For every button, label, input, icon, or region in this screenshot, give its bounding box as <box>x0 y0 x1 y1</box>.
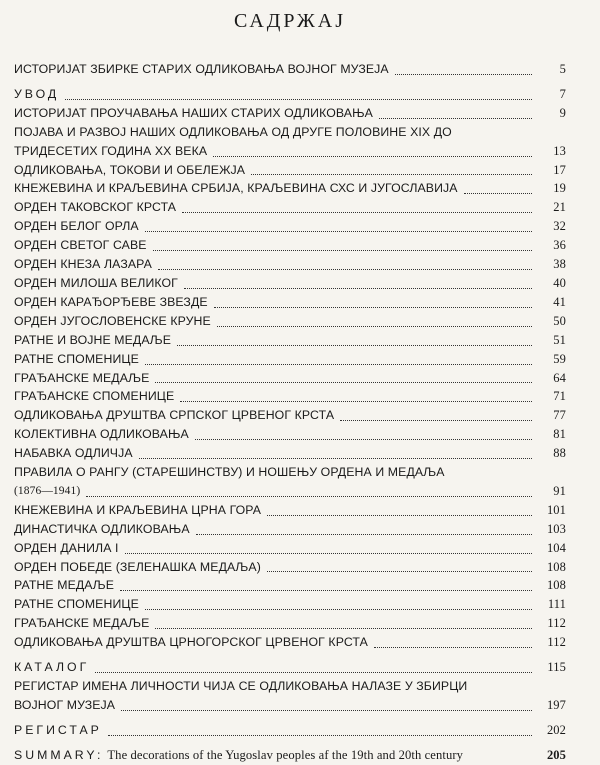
dot-leader <box>195 439 532 440</box>
toc-entry-summary <box>14 746 566 765</box>
toc-entry-title: ОРДЕН ЈУГОСЛОВЕНСКЕ КРУНЕ <box>14 313 211 328</box>
toc-entry <box>14 444 566 463</box>
dot-leader <box>153 250 532 251</box>
toc-entry-page: 17 <box>553 162 566 177</box>
table-of-contents <box>14 60 566 765</box>
toc-entry <box>14 60 566 79</box>
toc-entry <box>14 255 566 274</box>
toc-entry-title: КАТАЛОГ <box>14 660 90 675</box>
toc-entry-title: ОДЛИКОВАЊА ДРУШТВА СРПСКОГ ЦРВЕНОГ КРСТА <box>14 408 335 423</box>
toc-entry-title: ОДЛИКОВАЊА, ТОКОВИ И ОБЕЛЕЖЈА <box>14 162 246 177</box>
toc-entry <box>14 501 566 520</box>
toc-entry-page: 108 <box>546 559 566 574</box>
toc-entry-page: 9 <box>559 105 566 120</box>
toc-entry <box>14 633 566 652</box>
toc-entry-title-line1: ПРАВИЛА О РАНГУ (СТАРЕШИНСТВУ) И НОШЕЊУ ОРДЕНА И МЕДАЉА <box>14 465 445 480</box>
toc-entry-page: 7 <box>559 86 566 101</box>
toc-entry-page: 19 <box>553 181 566 196</box>
toc-entry <box>14 520 566 539</box>
toc-entry-title: ОРДЕН БЕЛОГ ОРЛА <box>14 219 139 234</box>
dot-leader <box>158 269 532 270</box>
dot-leader <box>217 326 532 327</box>
toc-entry-title: РАТНЕ МЕДАЉЕ <box>14 578 115 593</box>
toc-entry <box>14 558 566 577</box>
toc-entry-title: ОРДЕН КНЕЗА ЛАЗАРА <box>14 257 152 272</box>
toc-entry <box>14 658 566 677</box>
toc-entry-title: ОРДЕН ДАНИЛА I <box>14 540 119 555</box>
toc-entry <box>14 123 566 161</box>
toc-entry-page: 104 <box>546 540 566 555</box>
dot-leader <box>182 212 532 213</box>
toc-entry-page: 36 <box>553 238 566 253</box>
toc-entry-title-line2: ТРИДЕСЕТИХ ГОДИНА XX ВЕКА <box>14 143 208 158</box>
toc-entry-page: 32 <box>553 219 566 234</box>
dot-leader <box>145 231 532 232</box>
toc-entry-title: ДИНАСТИЧКА ОДЛИКОВАЊА <box>14 521 190 536</box>
toc-entry-page: 38 <box>553 257 566 272</box>
dot-leader <box>184 288 532 289</box>
dot-leader <box>267 515 532 516</box>
dot-leader <box>395 74 532 75</box>
toc-entry-page: 101 <box>546 502 566 517</box>
toc-entry-page: 71 <box>553 389 566 404</box>
toc-entry <box>14 576 566 595</box>
dot-leader <box>86 496 532 497</box>
toc-entry <box>14 406 566 425</box>
dot-leader <box>214 307 532 308</box>
toc-entry-page: 111 <box>547 597 566 612</box>
summary-label: SUMMARY: <box>14 747 104 762</box>
toc-entry-title: ОРДЕН ТАКОВСКОГ КРСТА <box>14 200 177 215</box>
toc-entry-page: 41 <box>553 294 566 309</box>
toc-entry-title: РАТНЕ И ВОЈНЕ МЕДАЉЕ <box>14 332 172 347</box>
dot-leader <box>65 99 532 100</box>
toc-entry-page: 112 <box>547 635 566 650</box>
dot-leader <box>121 710 532 711</box>
toc-entry-title-line1: ПОЈАВА И РАЗВОЈ НАШИХ ОДЛИКОВАЊА ОД ДРУГЕ ПОЛОВИНЕ XIX ДО <box>14 124 452 139</box>
dot-leader <box>145 364 532 365</box>
toc-entry-title-line1: РЕГИСТАР ИМЕНА ЛИЧНОСТИ ЧИЈА СЕ ОДЛИКОВАЊА НАЛАЗЕ У ЗБИРЦИ <box>14 679 468 693</box>
dot-leader <box>177 345 532 346</box>
toc-entry <box>14 539 566 558</box>
toc-entry-page: 64 <box>553 370 566 385</box>
toc-entry-page: 21 <box>553 200 566 215</box>
toc-entry-page: 115 <box>547 660 566 675</box>
toc-entry-title: КОЛЕКТИВНА ОДЛИКОВАЊА <box>14 427 189 442</box>
toc-entry <box>14 104 566 123</box>
toc-entry <box>14 293 566 312</box>
toc-entry-title: РАТНЕ СПОМЕНИЦЕ <box>14 597 139 612</box>
toc-entry-page: 59 <box>553 351 566 366</box>
toc-entry <box>14 614 566 633</box>
toc-entry <box>14 369 566 388</box>
toc-entry <box>14 463 566 501</box>
dot-leader <box>145 609 532 610</box>
toc-entry-page: 50 <box>553 313 566 328</box>
dot-leader <box>379 118 532 119</box>
dot-leader <box>155 382 532 383</box>
dot-leader <box>464 193 532 194</box>
toc-entry <box>14 274 566 293</box>
dot-leader <box>180 401 532 402</box>
toc-entry-title: УВОД <box>14 86 60 101</box>
dot-leader <box>374 647 532 648</box>
toc-entry-title: РАТНЕ СПОМЕНИЦЕ <box>14 351 139 366</box>
toc-entry <box>14 595 566 614</box>
toc-entry-page: 5 <box>559 62 566 76</box>
toc-entry-page: 103 <box>546 521 566 536</box>
toc-entry-title: ИСТОРИЈАТ ЗБИРКЕ СТАРИХ ОДЛИКОВАЊА ВОЈНОГ МУЗЕЈА <box>14 62 389 76</box>
toc-entry-page: 40 <box>553 275 566 290</box>
dot-leader <box>251 174 532 175</box>
toc-entry-title: ГРАЂАНСКЕ МЕДАЉЕ <box>14 370 150 385</box>
dot-leader <box>108 735 532 736</box>
toc-entry <box>14 387 566 406</box>
toc-entry <box>14 161 566 180</box>
toc-entry <box>14 312 566 331</box>
toc-entry-title: ИСТОРИЈАТ ПРОУЧАВАЊА НАШИХ СТАРИХ ОДЛИКОВАЊА <box>14 105 373 120</box>
dot-leader <box>120 590 532 591</box>
toc-entry <box>14 179 566 198</box>
summary-text: The decorations of the Yugoslav peoples af the 19th and 20th century <box>107 747 464 762</box>
toc-entry-title: РЕГИСТАР <box>14 722 102 737</box>
toc-entry <box>14 677 566 715</box>
toc-entry <box>14 217 566 236</box>
dot-leader <box>213 156 532 157</box>
toc-entry-title: КНЕЖЕВИНА И КРАЉЕВИНА СРБИЈА, КРАЉЕВИНА СХС И ЈУГОСЛАВИЈА <box>14 181 458 196</box>
toc-entry-page: 112 <box>547 616 566 631</box>
page-title: САДРЖАЈ <box>234 10 346 32</box>
toc-entry <box>14 425 566 444</box>
toc-entry <box>14 85 566 104</box>
toc-entry-page: 108 <box>546 578 566 593</box>
toc-entry-page: 202 <box>546 722 566 737</box>
toc-entry-page: 88 <box>553 446 566 461</box>
toc-entry-title: ОРДЕН КАРАЂОРЂЕВЕ ЗВЕЗДЕ <box>14 294 208 309</box>
toc-entry-title: ГРАЂАНСКЕ МЕДАЉЕ <box>14 616 150 631</box>
toc-entry <box>14 331 566 350</box>
toc-entry-title: ОРДЕН СВЕТОГ САВЕ <box>14 238 147 253</box>
dot-leader <box>139 458 532 459</box>
toc-entry-page: 77 <box>553 408 566 423</box>
dot-leader <box>267 571 532 572</box>
dot-leader <box>125 553 532 554</box>
toc-entry <box>14 721 566 740</box>
toc-entry-title: ОРДЕН ПОБЕДЕ (ЗЕЛЕНАШКА МЕДАЉА) <box>14 559 261 574</box>
toc-entry-title: ГРАЂАНСКЕ СПОМЕНИЦЕ <box>14 389 175 404</box>
toc-entry-title: ОДЛИКОВАЊА ДРУШТВА ЦРНОГОРСКОГ ЦРВЕНОГ КРСТА <box>14 635 368 650</box>
toc-entry-title: КНЕЖЕВИНА И КРАЉЕВИНА ЦРНА ГОРА <box>14 502 262 517</box>
toc-entry <box>14 236 566 255</box>
toc-entry-page: 197 <box>546 697 566 712</box>
toc-entry-page: 81 <box>553 427 566 442</box>
toc-entry-page: 205 <box>546 747 566 762</box>
dot-leader <box>196 534 532 535</box>
toc-entry-page: 13 <box>553 143 566 158</box>
dot-leader <box>95 672 532 673</box>
toc-entry <box>14 198 566 217</box>
dot-leader <box>155 628 532 629</box>
toc-entry-title-line2: (1876—1941) <box>14 484 81 497</box>
dot-leader <box>340 420 532 421</box>
toc-entry-title: ОРДЕН МИЛОША ВЕЛИКОГ <box>14 275 178 290</box>
toc-entry-page: 51 <box>553 332 566 347</box>
toc-entry-title-line2: ВОЈНОГ МУЗЕЈА <box>14 697 116 712</box>
toc-entry <box>14 350 566 369</box>
toc-entry-title: НАБАВКА ОДЛИЧЈА <box>14 446 133 461</box>
toc-entry-page: 91 <box>553 483 566 498</box>
